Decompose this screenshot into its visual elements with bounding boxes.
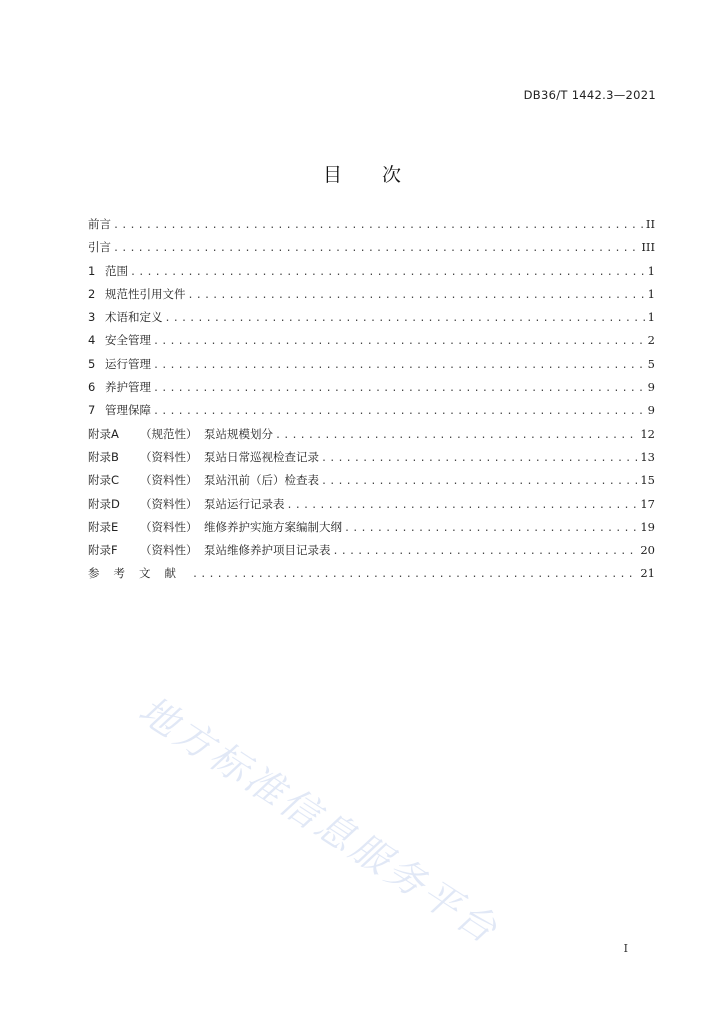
- toc-appendix-type: （资料性）: [140, 543, 198, 558]
- page-number: I: [623, 942, 628, 955]
- toc-entry-label: [88, 376, 151, 399]
- toc-entry-label: [88, 353, 151, 376]
- toc-appendix-type: （资料性）: [140, 473, 198, 488]
- toc-entry-label: [88, 283, 186, 306]
- toc-page-number: 19: [640, 519, 655, 534]
- table-of-contents: [88, 213, 655, 586]
- toc-clause-title: 术语和定义: [105, 310, 163, 325]
- toc-entry-clause-3[interactable]: [88, 306, 655, 329]
- toc-page-number: 21: [640, 566, 655, 581]
- toc-entry-label: 引言: [88, 240, 111, 255]
- toc-entry-introduction[interactable]: [88, 236, 655, 259]
- toc-leader-dots: [130, 261, 646, 284]
- toc-entry-appendix-f[interactable]: [88, 539, 655, 562]
- toc-entry-label: [88, 423, 273, 446]
- toc-entry-appendix-c[interactable]: [88, 469, 655, 492]
- toc-appendix-number: 附录A: [88, 426, 119, 441]
- toc-clause-number: 7: [88, 403, 96, 418]
- toc-appendix-number: 附录B: [88, 449, 119, 464]
- toc-entry-clause-6[interactable]: [88, 376, 655, 399]
- toc-appendix-title: 泵站运行记录表: [204, 496, 285, 511]
- toc-clause-title: 养护管理: [105, 380, 151, 395]
- toc-leader-dots: [333, 540, 639, 563]
- toc-clause-number: 5: [88, 356, 96, 371]
- toc-entry-clause-7[interactable]: [88, 399, 655, 422]
- toc-entry-foreword[interactable]: [88, 213, 655, 236]
- toc-page-number: 5: [647, 356, 655, 371]
- toc-clause-number: 6: [88, 380, 96, 395]
- toc-entry-clause-4[interactable]: [88, 329, 655, 352]
- toc-appendix-title: 泵站日常巡视检查记录: [204, 449, 319, 464]
- toc-leader-dots: [321, 447, 638, 470]
- toc-leader-dots: [153, 354, 646, 377]
- toc-page-number: 20: [640, 543, 655, 558]
- toc-leader-dots: [153, 377, 646, 400]
- toc-clause-title: 规范性引用文件: [105, 286, 186, 301]
- document-code: DB36/T 1442.3—2021: [523, 88, 656, 102]
- toc-page-number: 9: [647, 380, 655, 395]
- toc-page-number: 13: [640, 449, 655, 464]
- toc-entry-appendix-a[interactable]: [88, 423, 655, 446]
- toc-entry-appendix-e[interactable]: [88, 516, 655, 539]
- toc-leader-dots: [321, 470, 638, 493]
- toc-leader-dots: [287, 494, 639, 517]
- toc-appendix-title: 泵站维修养护项目记录表: [204, 543, 331, 558]
- toc-entry-label: [88, 469, 319, 492]
- toc-page-number: II: [645, 217, 655, 231]
- toc-appendix-number: 附录C: [88, 473, 120, 488]
- toc-appendix-title: 泵站规模划分: [204, 426, 273, 441]
- watermark: 地方标准信息服务平台: [131, 687, 508, 954]
- toc-appendix-number: 附录E: [88, 519, 119, 534]
- toc-entry-clause-2[interactable]: [88, 283, 655, 306]
- toc-leader-dots: [153, 400, 646, 423]
- toc-page-number: 12: [640, 426, 655, 441]
- toc-page-number: 17: [640, 496, 655, 511]
- toc-leader-dots: [113, 237, 639, 260]
- toc-entry-label: [88, 446, 319, 469]
- toc-appendix-title: 泵站汛前（后）检查表: [204, 473, 319, 488]
- toc-page-number: 9: [647, 403, 655, 418]
- toc-entry-label: [88, 493, 285, 516]
- toc-appendix-number: 附录F: [88, 543, 118, 558]
- toc-clause-number: 3: [88, 310, 96, 325]
- toc-clause-title: 范围: [105, 263, 128, 278]
- toc-leader-dots: [275, 424, 638, 447]
- toc-entry-label: 参考文献: [88, 566, 190, 581]
- toc-page-number: III: [641, 240, 655, 255]
- toc-entry-label: [88, 306, 163, 329]
- toc-entry-label: [88, 260, 128, 283]
- toc-entry-references[interactable]: [88, 562, 655, 585]
- toc-clause-number: 2: [88, 286, 96, 301]
- toc-entry-label: [88, 399, 151, 422]
- toc-leader-dots: [344, 517, 638, 540]
- toc-page-number: 1: [647, 286, 655, 301]
- toc-page-number: 1: [647, 263, 655, 278]
- toc-page-number: 15: [640, 473, 655, 488]
- toc-page-number: 2: [647, 333, 655, 348]
- toc-entry-label: [88, 329, 151, 352]
- toc-leader-dots: [192, 563, 638, 586]
- toc-appendix-type: （规范性）: [140, 426, 198, 441]
- toc-appendix-number: 附录D: [88, 496, 120, 511]
- toc-entry-clause-1[interactable]: [88, 260, 655, 283]
- toc-entry-label: [88, 516, 342, 539]
- toc-entry-clause-5[interactable]: [88, 353, 655, 376]
- toc-clause-title: 管理保障: [105, 403, 151, 418]
- toc-leader-dots: [153, 330, 646, 353]
- toc-appendix-type: （资料性）: [140, 449, 198, 464]
- toc-entry-appendix-b[interactable]: [88, 446, 655, 469]
- toc-clause-title: 安全管理: [105, 333, 151, 348]
- toc-entry-appendix-d[interactable]: [88, 493, 655, 516]
- toc-entry-label: 前言: [88, 217, 111, 231]
- toc-clause-number: 1: [88, 263, 96, 278]
- toc-page-number: 1: [647, 310, 655, 325]
- toc-entry-label: [88, 539, 331, 562]
- toc-appendix-type: （资料性）: [140, 519, 198, 534]
- toc-clause-number: 4: [88, 333, 96, 348]
- toc-clause-title: 运行管理: [105, 356, 151, 371]
- page-title: 目次: [322, 164, 441, 186]
- toc-leader-dots: [165, 307, 646, 330]
- toc-appendix-title: 维修养护实施方案编制大纲: [204, 519, 342, 534]
- toc-leader-dots: [188, 284, 646, 307]
- toc-leader-dots: [113, 214, 644, 237]
- toc-appendix-type: （资料性）: [140, 496, 198, 511]
